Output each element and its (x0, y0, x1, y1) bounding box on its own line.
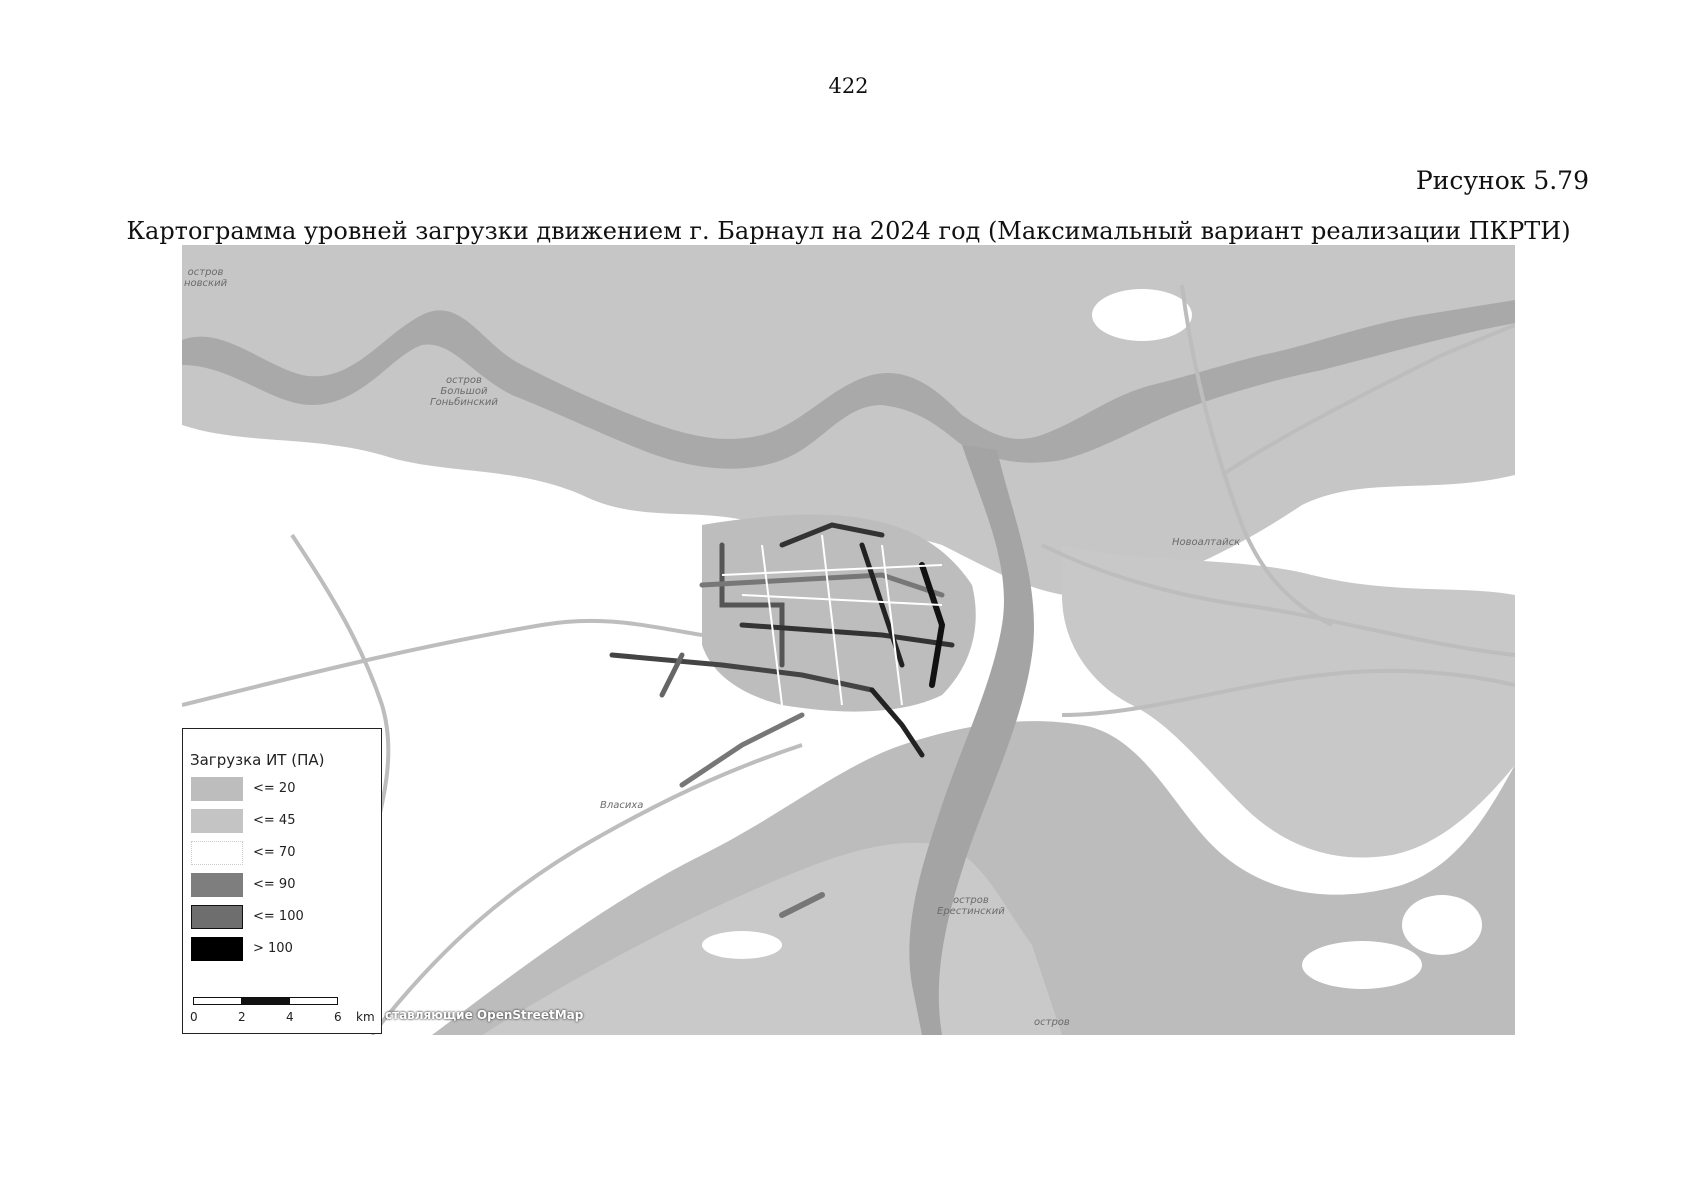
legend-swatch (191, 937, 243, 961)
scale-segment (193, 997, 242, 1005)
figure-label: Рисунок 5.79 (1415, 166, 1589, 195)
legend-item (191, 777, 371, 803)
legend-swatch (191, 841, 243, 865)
legend-label: <= 70 (253, 845, 296, 860)
place-label: остров новский (184, 267, 228, 289)
legend-item (191, 905, 371, 931)
legend-label: <= 100 (253, 909, 304, 924)
legend-swatch (191, 809, 243, 833)
scale-segment (241, 997, 290, 1005)
place-label: Новоалтайск (1172, 537, 1241, 548)
place-label: остров (1034, 1017, 1070, 1028)
legend-swatch (191, 777, 243, 801)
scale-tick: 4 (286, 1010, 294, 1024)
legend-title: Загрузка ИТ (ПА) (190, 751, 325, 769)
scale-segment (289, 997, 338, 1005)
scale-unit: km (356, 1010, 375, 1024)
scale-tick: 0 (190, 1010, 198, 1024)
legend-item (191, 809, 371, 835)
legend-swatch (191, 873, 243, 897)
legend-label: <= 20 (253, 781, 296, 796)
map-attribution: ставляющие OpenStreetMap (385, 1008, 584, 1022)
legend-label: > 100 (253, 941, 293, 956)
page-number: 422 (828, 74, 869, 98)
legend-item (191, 873, 371, 899)
place-label: остров Большой Гоньбинский (430, 375, 498, 408)
legend-label: <= 45 (253, 813, 296, 828)
legend-label: <= 90 (253, 877, 296, 892)
figure-caption: Картограмма уровней загрузки движением г. Барнаул на 2024 год (Максимальный вариант реализации ПКРТИ) (126, 217, 1571, 245)
legend-item (191, 937, 371, 963)
place-label: Власиха (600, 800, 644, 811)
map-legend (182, 728, 382, 1034)
scale-bar (190, 997, 378, 1027)
scale-tick: 2 (238, 1010, 246, 1024)
place-label: остров Ерестинский (937, 895, 1005, 917)
scale-tick: 6 (334, 1010, 342, 1024)
legend-swatch (191, 905, 243, 929)
legend-item (191, 841, 371, 867)
